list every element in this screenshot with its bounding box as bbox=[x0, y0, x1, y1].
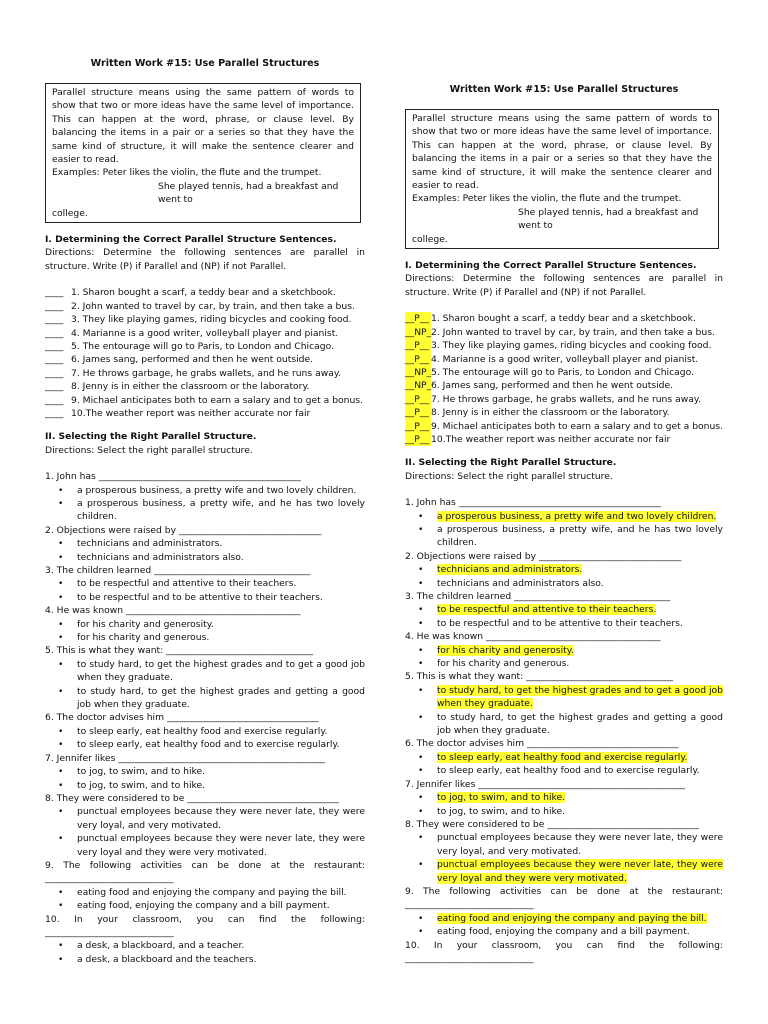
part1-item bbox=[405, 366, 723, 379]
option-text: to sleep early, eat healthy food and to exercise regularly. bbox=[77, 739, 340, 751]
option-item bbox=[45, 725, 365, 738]
example-2-tail: college. bbox=[412, 233, 448, 245]
part1-directions: Directions: Determine the following sentences are parallel in structure. Write (P) if Parallel and (NP) if not Parallel. bbox=[45, 247, 365, 272]
question: 7. Jennifer likes _____________________________________________ bbox=[405, 778, 686, 790]
item-text: 8. Jenny is in either the classroom or the laboratory. bbox=[431, 407, 670, 419]
option-item bbox=[405, 912, 723, 925]
option-item bbox=[45, 537, 365, 550]
option-text: to sleep early, eat healthy food and exercise regularly. bbox=[437, 751, 688, 763]
option-text: technicians and administrators. bbox=[437, 564, 583, 576]
part1-item bbox=[45, 286, 365, 299]
option-item bbox=[45, 738, 365, 751]
option-item bbox=[405, 791, 723, 804]
question: 10. In your classroom, you can find the following: ____________________________ bbox=[405, 939, 723, 964]
answer-blank: __P__ bbox=[405, 406, 431, 419]
option-item bbox=[405, 617, 723, 630]
worksheet-right-answered bbox=[405, 0, 723, 965]
part1-item bbox=[45, 353, 365, 366]
option-text: a prosperous business, a pretty wife, and he has two lovely children. bbox=[77, 497, 365, 523]
part1-item bbox=[405, 312, 723, 325]
question: 1. John has ____________________________________________ bbox=[45, 471, 301, 483]
part1-item bbox=[405, 339, 723, 352]
option-item bbox=[405, 577, 723, 590]
option-item bbox=[45, 886, 365, 899]
question: 8. They were considered to be _________________________________ bbox=[405, 818, 699, 830]
option-item bbox=[405, 563, 723, 576]
question: 9. The following activities can be done at the restaurant: ____________________________ bbox=[405, 885, 723, 911]
option-item bbox=[45, 685, 365, 712]
option-item bbox=[405, 523, 723, 550]
worksheet-title: Written Work #15: Use Parallel Structures bbox=[90, 58, 320, 69]
answer-blank: ____ bbox=[45, 381, 64, 393]
example-1: Examples: Peter likes the violin, the flute and the trumpet. bbox=[412, 193, 682, 205]
example-2: She played tennis, had a breakfast and went to bbox=[518, 206, 699, 232]
item-text: 9. Michael anticipates both to earn a salary and to get a bonus. bbox=[431, 420, 724, 432]
part1-list bbox=[405, 312, 723, 446]
answer-blank: ____ bbox=[45, 300, 64, 312]
item-text: 6. James sang, performed and then he went outside. bbox=[431, 380, 674, 392]
option-item bbox=[45, 577, 365, 590]
item-text: 1. Sharon bought a scarf, a teddy bear and a sketchbook. bbox=[431, 313, 696, 325]
part1-item bbox=[45, 407, 365, 420]
option-item bbox=[405, 764, 723, 777]
option-text: a prosperous business, a pretty wife and two lovely children. bbox=[77, 484, 357, 496]
option-text: punctual employees because they were never late, they were very loyal and they were very motivated. bbox=[77, 833, 365, 858]
option-item bbox=[405, 603, 723, 616]
part1-item bbox=[45, 380, 365, 393]
answer-blank: ____ bbox=[45, 394, 64, 406]
answer-blank: __P__ bbox=[405, 393, 431, 406]
option-text: to be respectful and attentive to their teachers. bbox=[437, 604, 657, 616]
option-item bbox=[45, 591, 365, 604]
question: 6. The doctor advises him _________________________________ bbox=[405, 738, 679, 750]
item-text: 8. Jenny is in either the classroom or the laboratory. bbox=[71, 381, 310, 393]
answer-blank: __P__ bbox=[405, 433, 431, 446]
option-text: to jog, to swim, and to hike. bbox=[437, 792, 566, 804]
option-item bbox=[405, 858, 723, 885]
part1-item bbox=[405, 379, 723, 392]
answer-blank: ____ bbox=[45, 314, 64, 326]
item-text: 5. The entourage will go to Paris, to London and Chicago. bbox=[431, 366, 694, 378]
part1-item bbox=[45, 313, 365, 326]
option-item bbox=[45, 484, 365, 497]
answer-blank: __P__ bbox=[405, 353, 431, 366]
part1-list bbox=[45, 286, 365, 420]
part1-item bbox=[405, 393, 723, 406]
option-text: punctual employees because they were never late, they were very loyal and they were very motivated. bbox=[437, 859, 723, 884]
answer-blank: __NP_ bbox=[405, 326, 432, 338]
option-text: a desk, a blackboard and the teachers. bbox=[77, 953, 257, 965]
question: 5. This is what they want: ________________________________ bbox=[405, 671, 674, 683]
option-item bbox=[45, 953, 365, 966]
option-text: for his charity and generosity. bbox=[437, 644, 574, 656]
answer-blank: ____ bbox=[45, 367, 64, 379]
item-text: 3. They like playing games, riding bicycles and cooking food. bbox=[431, 340, 712, 352]
answer-blank: __NP_ bbox=[405, 366, 432, 378]
option-text: eating food and enjoying the company and paying the bill. bbox=[77, 886, 347, 898]
answer-blank: __P__ bbox=[405, 339, 431, 352]
question: 2. Objections were raised by _______________________________ bbox=[405, 550, 682, 562]
part2-title: II. Selecting the Right Parallel Structure. bbox=[45, 431, 257, 443]
answer-blank: ____ bbox=[45, 340, 64, 352]
example-2: She played tennis, had a breakfast and went to bbox=[158, 180, 339, 206]
intro-box bbox=[405, 109, 719, 249]
worksheet-left bbox=[45, 0, 365, 966]
question: 3. The children learned __________________________________ bbox=[405, 591, 671, 602]
option-text: to jog, to swim, and to hike. bbox=[77, 766, 206, 778]
option-text: to sleep early, eat healthy food and exercise regularly. bbox=[77, 725, 328, 737]
part1-item bbox=[405, 326, 723, 339]
item-text: 5. The entourage will go to Paris, to London and Chicago. bbox=[71, 340, 334, 352]
option-text: a prosperous business, a pretty wife, and he has two lovely children. bbox=[437, 523, 723, 549]
answer-blank: __P__ bbox=[405, 312, 431, 325]
part1-item bbox=[45, 300, 365, 313]
option-item bbox=[405, 751, 723, 764]
item-text: 4. Marianne is a good writer, volleyball player and pianist. bbox=[71, 327, 339, 339]
part1-item bbox=[45, 367, 365, 380]
item-text: 9. Michael anticipates both to earn a salary and to get a bonus. bbox=[71, 394, 364, 406]
option-text: a desk, a blackboard, and a teacher. bbox=[77, 940, 245, 952]
option-text: technicians and administrators. bbox=[77, 538, 223, 550]
option-item bbox=[45, 899, 365, 912]
question: 6. The doctor advises him _________________________________ bbox=[45, 712, 319, 724]
option-item bbox=[405, 925, 723, 938]
answer-blank: ____ bbox=[45, 407, 64, 419]
option-text: to sleep early, eat healthy food and to exercise regularly. bbox=[437, 765, 700, 777]
part1-title: I. Determining the Correct Parallel Structure Sentences. bbox=[405, 260, 697, 272]
option-item bbox=[405, 831, 723, 858]
intro-box bbox=[45, 83, 361, 223]
option-text: punctual employees because they were never late, they were very loyal, and very motivated. bbox=[77, 806, 365, 831]
option-text: a prosperous business, a pretty wife and two lovely children. bbox=[437, 510, 717, 522]
answer-blank: ____ bbox=[45, 354, 64, 366]
option-item bbox=[45, 939, 365, 952]
part2-list bbox=[405, 496, 723, 965]
option-item bbox=[405, 805, 723, 818]
part1-item bbox=[45, 394, 365, 407]
example-1: Examples: Peter likes the violin, the flute and the trumpet. bbox=[52, 167, 322, 179]
question: 5. This is what they want: ________________________________ bbox=[45, 645, 314, 657]
option-text: for his charity and generous. bbox=[77, 632, 210, 644]
item-text: 3. They like playing games, riding bicycles and cooking food. bbox=[71, 314, 352, 326]
option-text: for his charity and generosity. bbox=[77, 618, 214, 630]
item-text: 2. John wanted to travel by car, by train, and then take a bus. bbox=[71, 300, 355, 312]
option-item bbox=[45, 551, 365, 564]
option-text: eating food, enjoying the company and a bill payment. bbox=[437, 926, 690, 938]
option-text: to be respectful and attentive to their teachers. bbox=[77, 578, 297, 590]
part2-title: II. Selecting the Right Parallel Structure. bbox=[405, 457, 617, 469]
option-text: to jog, to swim, and to hike. bbox=[77, 779, 206, 791]
item-text: 7. He throws garbage, he grabs wallets, and he runs away. bbox=[431, 393, 701, 405]
answer-blank: __P__ bbox=[405, 420, 431, 433]
question: 4. He was known ______________________________________ bbox=[405, 631, 661, 643]
question: 7. Jennifer likes _____________________________________________ bbox=[45, 752, 326, 764]
example-2-tail: college. bbox=[52, 207, 88, 219]
part1-directions: Directions: Determine the following sentences are parallel in structure. Write (P) if Parallel and (NP) if not Parallel. bbox=[405, 273, 723, 298]
option-item bbox=[45, 779, 365, 792]
option-item bbox=[405, 510, 723, 523]
question: 9. The following activities can be done at the restaurant: ____________________________ bbox=[45, 859, 365, 885]
intro-text: Parallel structure means using the same pattern of words to show that two or more ideas have the same level of importance. This can happen at the word, phrase, or clause level. By balancing the items in a pair or a series so that they have the same kind of structure, it will make the sentence clearer and easier to read. bbox=[412, 113, 712, 192]
part1-item bbox=[45, 327, 365, 340]
option-item bbox=[45, 658, 365, 685]
question: 4. He was known ______________________________________ bbox=[45, 605, 301, 617]
option-text: to study hard, to get the highest grades and to get a good job when they graduate. bbox=[437, 684, 723, 710]
question: 8. They were considered to be _________________________________ bbox=[45, 792, 339, 804]
part2-directions: Directions: Select the right parallel structure. bbox=[45, 444, 253, 456]
question: 2. Objections were raised by _______________________________ bbox=[45, 524, 322, 536]
question: 1. John has ____________________________________________ bbox=[405, 497, 661, 509]
option-item bbox=[45, 832, 365, 859]
option-text: eating food and enjoying the company and paying the bill. bbox=[437, 912, 707, 924]
option-item bbox=[405, 644, 723, 657]
option-item bbox=[405, 657, 723, 670]
answer-blank: ____ bbox=[45, 327, 64, 339]
option-item bbox=[45, 631, 365, 644]
option-item bbox=[405, 711, 723, 738]
option-text: technicians and administrators also. bbox=[437, 577, 604, 589]
worksheet-title: Written Work #15: Use Parallel Structures bbox=[449, 84, 679, 95]
option-text: to be respectful and to be attentive to their teachers. bbox=[437, 617, 683, 629]
option-item bbox=[45, 765, 365, 778]
part2-directions: Directions: Select the right parallel structure. bbox=[405, 470, 613, 482]
item-text: 6. James sang, performed and then he went outside. bbox=[71, 354, 314, 366]
part1-item bbox=[45, 340, 365, 353]
item-text: 10.The weather report was neither accurate nor fair bbox=[71, 407, 311, 419]
part1-item bbox=[405, 420, 723, 433]
answer-blank: __NP_ bbox=[405, 380, 432, 392]
option-text: to study hard, to get the highest grades and getting a good job when they graduate. bbox=[77, 685, 365, 711]
item-text: 2. John wanted to travel by car, by train, and then take a bus. bbox=[431, 326, 715, 338]
item-text: 7. He throws garbage, he grabs wallets, and he runs away. bbox=[71, 367, 341, 379]
option-item bbox=[405, 684, 723, 711]
intro-text: Parallel structure means using the same pattern of words to show that two or more ideas have the same level of importance. This can happen at the word, phrase, or clause level. By balancing the items in a pair or a series so that they have the same kind of structure, it will make the sentence clearer and easier to read. bbox=[52, 87, 354, 166]
item-text: 1. Sharon bought a scarf, a teddy bear and a sketchbook. bbox=[71, 287, 336, 299]
option-item bbox=[45, 497, 365, 524]
option-text: technicians and administrators also. bbox=[77, 551, 244, 563]
part2-list bbox=[45, 470, 365, 966]
option-text: to study hard, to get the highest grades and to get a good job when they graduate. bbox=[77, 658, 365, 684]
option-text: for his charity and generous. bbox=[437, 658, 570, 670]
option-text: to study hard, to get the highest grades and getting a good job when they graduate. bbox=[437, 711, 723, 737]
part1-item bbox=[405, 433, 723, 446]
answer-blank: ____ bbox=[45, 287, 64, 299]
option-text: to be respectful and to be attentive to their teachers. bbox=[77, 591, 323, 603]
option-item bbox=[45, 618, 365, 631]
option-item bbox=[45, 805, 365, 832]
part1-item bbox=[405, 406, 723, 419]
question: 3. The children learned __________________________________ bbox=[45, 565, 311, 576]
item-text: 10.The weather report was neither accurate nor fair bbox=[431, 433, 671, 445]
part1-title: I. Determining the Correct Parallel Structure Sentences. bbox=[45, 234, 337, 246]
item-text: 4. Marianne is a good writer, volleyball player and pianist. bbox=[431, 353, 699, 365]
option-text: eating food, enjoying the company and a bill payment. bbox=[77, 900, 330, 912]
option-text: to jog, to swim, and to hike. bbox=[437, 805, 566, 817]
part1-item bbox=[405, 353, 723, 366]
question: 10. In your classroom, you can find the following: ____________________________ bbox=[45, 913, 365, 938]
option-text: punctual employees because they were never late, they were very loyal, and very motivated. bbox=[437, 832, 723, 857]
